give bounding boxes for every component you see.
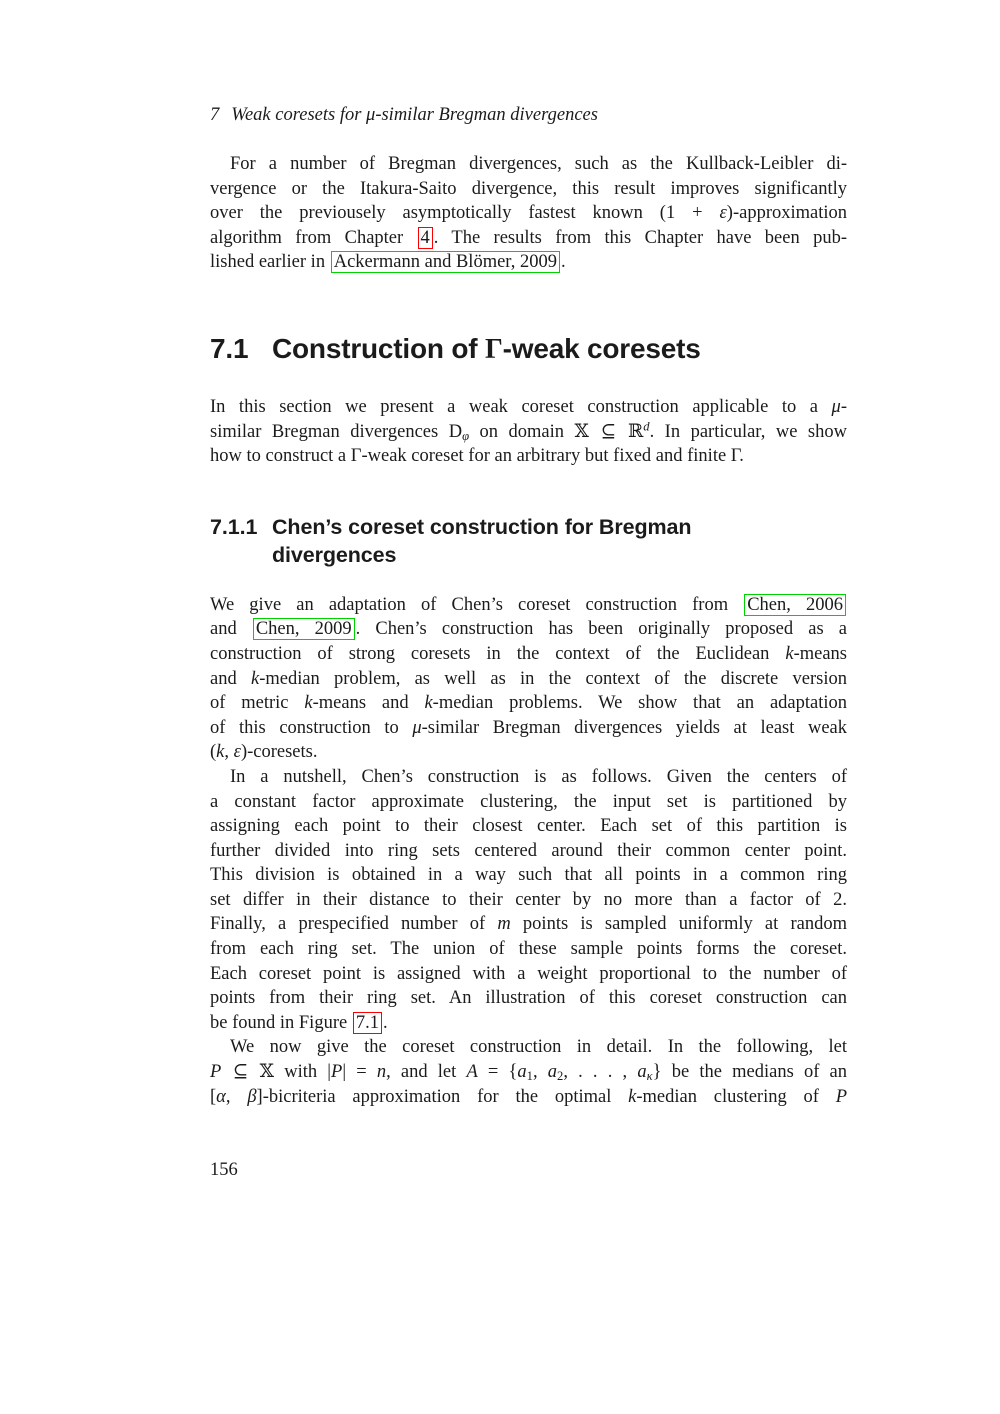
text-line xyxy=(210,177,847,202)
running-header-chapter-number: 7 xyxy=(210,105,220,125)
text-run: ( xyxy=(210,742,217,763)
text-line xyxy=(210,617,847,642)
text-run: )-approximation xyxy=(726,203,847,224)
m-symbol: m xyxy=(497,914,511,935)
a-symbol: a xyxy=(517,1062,527,1083)
text-run: = { xyxy=(477,1062,518,1083)
subsection-title-line1: Chen’s coreset construction for Bregman xyxy=(272,514,692,539)
text-line xyxy=(210,395,847,420)
text-line xyxy=(210,642,847,667)
subscript-1: 1 xyxy=(526,1068,533,1083)
text-run: ]-bicriteria approximation for the optimal xyxy=(256,1086,629,1107)
alpha-symbol: α xyxy=(216,1086,226,1107)
text-run: This division is obtained in a way such that all points in a common ring xyxy=(210,865,847,886)
heading-text: -weak coresets xyxy=(502,332,701,364)
text-run: , xyxy=(224,742,234,763)
text-run: and xyxy=(210,668,251,689)
text-line xyxy=(210,201,847,226)
running-header xyxy=(210,103,847,127)
gamma-symbol: Γ xyxy=(485,333,503,365)
text-line xyxy=(210,1011,847,1036)
text-run: assigning each point to their closest center. Each set of this partition is xyxy=(210,816,847,837)
text-run: -median problems. We show that an adaptation xyxy=(432,693,848,714)
text-line xyxy=(210,888,847,913)
kappa-subscript: κ xyxy=(646,1068,653,1083)
paragraph-section-intro xyxy=(210,395,847,469)
text-run: | = xyxy=(342,1062,377,1083)
subsection-number: 7.1.1 xyxy=(210,514,258,539)
text-run: For a number of Bregman divergences, such as the Kullback-Leibler di- xyxy=(230,154,847,174)
P-symbol: P xyxy=(210,1062,222,1083)
text-run: a constant factor approximate clustering, the input set is partitioned by xyxy=(210,791,847,812)
epsilon-symbol: ε xyxy=(233,742,241,763)
figure-ref-link[interactable]: 7.1 xyxy=(353,1012,382,1034)
heading-text: Construction of xyxy=(272,332,485,364)
text-run: . xyxy=(382,1012,388,1033)
paragraph-nutshell xyxy=(210,765,847,1036)
text-run: In this section we present a weak coreset construction applicable to a xyxy=(210,396,832,417)
k-symbol: k xyxy=(304,693,313,714)
text-line xyxy=(210,912,847,937)
text-run: . The results from this Chapter have been pub- xyxy=(433,227,847,248)
beta-symbol: β xyxy=(247,1086,257,1107)
text-run: . In particular, we show xyxy=(649,421,847,442)
text-run: -means and xyxy=(312,693,425,714)
section-number: 7.1 xyxy=(210,332,249,364)
text-line xyxy=(210,740,847,765)
text-run: } be the medians of an xyxy=(652,1062,848,1083)
text-run: . xyxy=(560,252,566,273)
citation-link[interactable]: Ackermann and Blömer, 2009 xyxy=(331,251,560,273)
text-run: points from their ring set. An illustration of this coreset construction can xyxy=(210,988,847,1009)
dimension-superscript: d xyxy=(643,419,650,434)
text-run: We give an adaptation of Chen’s coreset construction from xyxy=(210,594,744,615)
paragraph-intro xyxy=(210,152,847,275)
text-run: vergence or the Itakura-Saito divergence, this result improves significantly xyxy=(210,178,847,199)
text-line xyxy=(210,226,847,251)
mu-symbol: μ xyxy=(412,717,422,738)
text-run: , and let xyxy=(386,1062,467,1083)
text-line xyxy=(210,250,847,275)
text-run: -median clustering of xyxy=(636,1086,836,1107)
P-symbol: P xyxy=(835,1086,848,1107)
A-symbol: A xyxy=(466,1062,478,1083)
text-column xyxy=(210,0,847,1109)
paragraph-detail xyxy=(210,1035,847,1109)
text-run: construction of strong coresets in the context of the Euclidean xyxy=(210,643,786,664)
text-run: of this construction to xyxy=(210,717,413,738)
text-line xyxy=(210,716,847,741)
k-symbol: k xyxy=(216,742,225,763)
text-run: )-coresets. xyxy=(240,742,318,763)
text-run: with | xyxy=(274,1062,331,1083)
text-line xyxy=(210,863,847,888)
text-run: set differ in their distance to their center by no more than a factor of 2. xyxy=(210,889,847,910)
subsection-title xyxy=(272,513,691,569)
text-line xyxy=(210,1035,847,1060)
text-run: algorithm from Chapter xyxy=(210,227,417,248)
text-line xyxy=(210,691,847,716)
k-symbol: k xyxy=(785,643,794,664)
n-symbol: n xyxy=(376,1062,387,1083)
P-symbol: P xyxy=(331,1062,343,1083)
text-run: be found in Figure xyxy=(210,1012,352,1033)
text-run: Finally, a prespecified number of xyxy=(210,914,498,935)
text-run: on domain xyxy=(469,421,575,442)
section-title xyxy=(272,331,701,368)
text-run: , . . . , xyxy=(563,1062,638,1083)
running-header-title: Weak coresets for μ-similar Bregman divergences xyxy=(231,105,598,125)
text-line xyxy=(210,593,847,618)
page-number: 156 xyxy=(210,1160,238,1180)
epsilon-symbol: ε xyxy=(719,203,727,224)
k-symbol: k xyxy=(628,1086,637,1107)
text-run: -means xyxy=(793,643,847,664)
paragraph-chen-adaptation xyxy=(210,593,847,765)
text-run: In a nutshell, Chen’s construction is as follows. Given the centers of xyxy=(230,766,847,787)
text-line xyxy=(210,790,847,815)
text-line xyxy=(210,444,847,469)
text-run: similar Bregman divergences D xyxy=(210,421,463,442)
text-run: from each ring set. The union of these sample points forms the coreset. xyxy=(210,939,847,960)
text-line xyxy=(210,937,847,962)
subscript-2: 2 xyxy=(557,1068,564,1083)
text-run: of metric xyxy=(210,693,305,714)
section-heading-7-1 xyxy=(210,331,847,368)
subset-domain-math: ⊆ 𝕏 xyxy=(221,1061,275,1083)
text-line xyxy=(210,152,847,177)
domain-math: 𝕏 ⊆ ℝ xyxy=(574,420,644,442)
a-symbol: a xyxy=(637,1062,647,1083)
text-line xyxy=(210,420,847,445)
phi-subscript: φ xyxy=(462,428,470,443)
text-line xyxy=(210,814,847,839)
k-symbol: k xyxy=(250,668,260,689)
text-line xyxy=(210,986,847,1011)
text-line xyxy=(210,1060,847,1085)
text-line xyxy=(210,962,847,987)
citation-link[interactable]: Chen, 2006 xyxy=(744,594,846,616)
mu-symbol: μ xyxy=(831,396,841,417)
text-line xyxy=(210,765,847,790)
text-line xyxy=(210,667,847,692)
a-symbol: a xyxy=(547,1062,558,1083)
text-run: lished earlier in xyxy=(210,252,330,273)
text-run: further divided into ring sets centered around their common center point. xyxy=(210,840,847,861)
text-run: over the previousely asymptotically fastest known (1 + xyxy=(210,203,720,224)
text-run: , xyxy=(225,1086,248,1107)
text-run: points is sampled uniformly at random xyxy=(510,914,847,935)
subsection-heading-7-1-1 xyxy=(210,513,847,569)
text-run: Each coreset point is assigned with a weight proportional to the number of xyxy=(210,963,847,984)
text-line xyxy=(210,839,847,864)
text-run: -median problem, as well as in the context of the discrete version xyxy=(259,668,847,689)
k-symbol: k xyxy=(424,693,433,714)
text-run: , xyxy=(532,1062,548,1083)
text-run: how to construct a Γ-weak coreset for an arbitrary but fixed and finite Γ. xyxy=(210,446,744,467)
chapter-ref-link[interactable]: 4 xyxy=(418,227,433,249)
citation-link[interactable]: Chen, 2009 xyxy=(253,618,355,640)
text-line xyxy=(210,1085,847,1110)
text-run: and xyxy=(210,619,252,640)
text-run: We now give the coreset construction in detail. In the following, let xyxy=(230,1037,847,1058)
subsection-title-line2: divergences xyxy=(272,542,397,567)
text-run: -similar Bregman divergences yields at least weak xyxy=(421,717,848,738)
text-run: . Chen’s construction has been originally proposed as a xyxy=(355,619,847,640)
text-run: - xyxy=(840,396,847,417)
text-run: [ xyxy=(210,1086,217,1107)
